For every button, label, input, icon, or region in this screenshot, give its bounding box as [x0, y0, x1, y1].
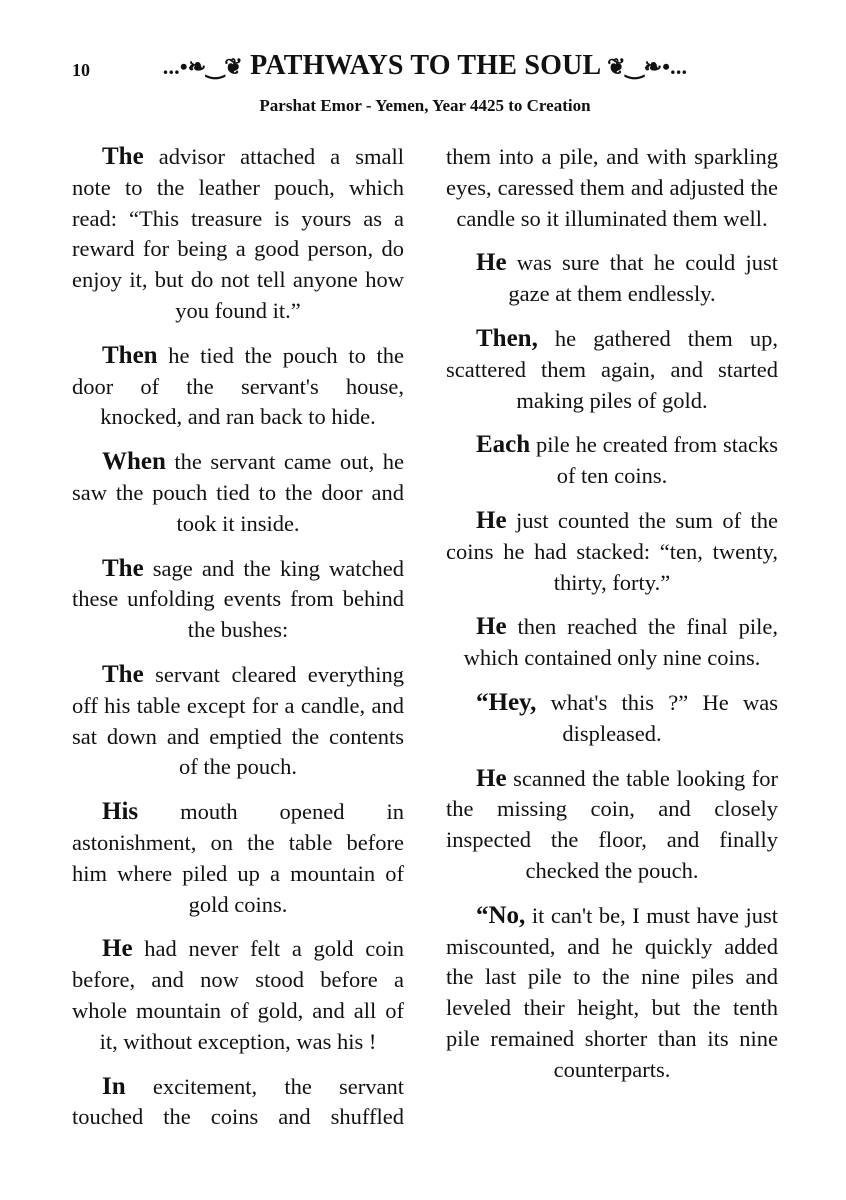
- paragraph-lead-word: The: [102, 143, 144, 170]
- paragraph-text: he tied the pouch to the door of the servant's house, knocked, and ran back to hide.: [72, 342, 404, 430]
- paragraph-lead-word: When: [102, 448, 166, 476]
- paragraph: [72, 447, 404, 539]
- paragraph: [446, 901, 778, 1086]
- paragraph-text: just counted the sum of the coins he had stacked: “ten, twenty, thirty, forty.”: [446, 507, 778, 595]
- right-column: [446, 142, 778, 1100]
- paragraph: [446, 324, 778, 416]
- paragraph-lead-word: Then,: [476, 324, 538, 352]
- paragraph-text: it can't be, I must have just miscounted, and he quickly added the last pile to the nine piles and leveled their height, but the tenth pile remained shorter than its nine counterparts.: [446, 902, 778, 1082]
- paragraph-text: pile he created from stacks of ten coins.: [530, 432, 778, 489]
- paragraph-lead-word: Then: [102, 341, 158, 369]
- paragraph: [72, 142, 404, 327]
- running-header: [130, 50, 720, 82]
- ornament-right-icon: ❦‿❧•...: [607, 54, 688, 79]
- paragraph-lead-word: He: [476, 613, 507, 641]
- paragraph-lead-word: He: [102, 935, 133, 963]
- paragraph: [72, 341, 404, 433]
- paragraph: [72, 1072, 404, 1134]
- paragraph-continuation: them into a pile, and with sparkling eyes, caressed them and adjusted the candle so it illuminated them well.: [446, 144, 778, 231]
- chapter-subtitle: Parshat Emor - Yemen, Year 4425 to Creation: [259, 96, 591, 115]
- paragraph: [446, 688, 778, 750]
- paragraph: [446, 248, 778, 310]
- paragraph-text: what's this ?” He was displeased.: [536, 689, 778, 746]
- paragraph: [446, 430, 778, 492]
- paragraph: [72, 554, 404, 646]
- paragraph-lead-word: The: [102, 554, 144, 582]
- paragraph: [72, 797, 404, 920]
- paragraph-text: then reached the final pile, which contained only nine coins.: [463, 614, 778, 671]
- book-title: PATHWAYS TO THE SOUL: [250, 50, 600, 81]
- left-column: [72, 142, 404, 1147]
- paragraph-lead-word: The: [102, 660, 144, 688]
- paragraph: [72, 660, 404, 783]
- paragraph: [72, 934, 404, 1057]
- paragraph-lead-word: He: [476, 506, 507, 534]
- paragraph-text: scanned the table looking for the missing coin, and closely inspected the floor, and finally checked the pouch.: [446, 765, 778, 883]
- paragraph-text: advisor attached a small note to the leather pouch, which read: “This treasure is yours as a reward for being a good person, do enjoy it, but do not tell anyone how you found it.”: [72, 144, 404, 323]
- paragraph-text: sage and the king watched these unfolding events from behind the bushes:: [72, 555, 404, 643]
- paragraph-text: was sure that he could just gaze at them endlessly.: [506, 250, 778, 307]
- ornament-left-icon: ...•❧‿❦: [162, 54, 243, 79]
- paragraph-lead-word: His: [102, 798, 139, 826]
- paragraph-lead-word: “No,: [476, 901, 526, 929]
- paragraph: [446, 764, 778, 887]
- paragraph-lead-word: Each: [476, 431, 531, 459]
- paragraph-text: he gathered them up, scattered them again, and started making piles of gold.: [446, 325, 778, 413]
- paragraph-lead-word: He: [476, 764, 507, 792]
- paragraph-lead-word: In: [102, 1072, 126, 1100]
- paragraph-lead-word: He: [476, 249, 507, 277]
- paragraph-text: the servant came out, he saw the pouch tied to the door and took it inside.: [72, 449, 404, 536]
- paragraph-text: had never felt a gold coin before, and now stood before a whole mountain of gold, and all of it, without exception, was his !: [72, 936, 404, 1054]
- paragraph-text: mouth opened in astonishment, on the table before him where piled up a mountain of gold coins.: [72, 799, 404, 917]
- page-number: 10: [72, 60, 90, 80]
- paragraph-text: servant cleared everything off his table except for a candle, and sat down and emptied the contents of the pouch.: [72, 661, 404, 780]
- paragraph-text: excitement, the servant touched the coins and shuffled: [72, 1073, 404, 1130]
- paragraph: [446, 612, 778, 674]
- paragraph: [446, 506, 778, 598]
- paragraph-lead-word: “Hey,: [476, 688, 537, 716]
